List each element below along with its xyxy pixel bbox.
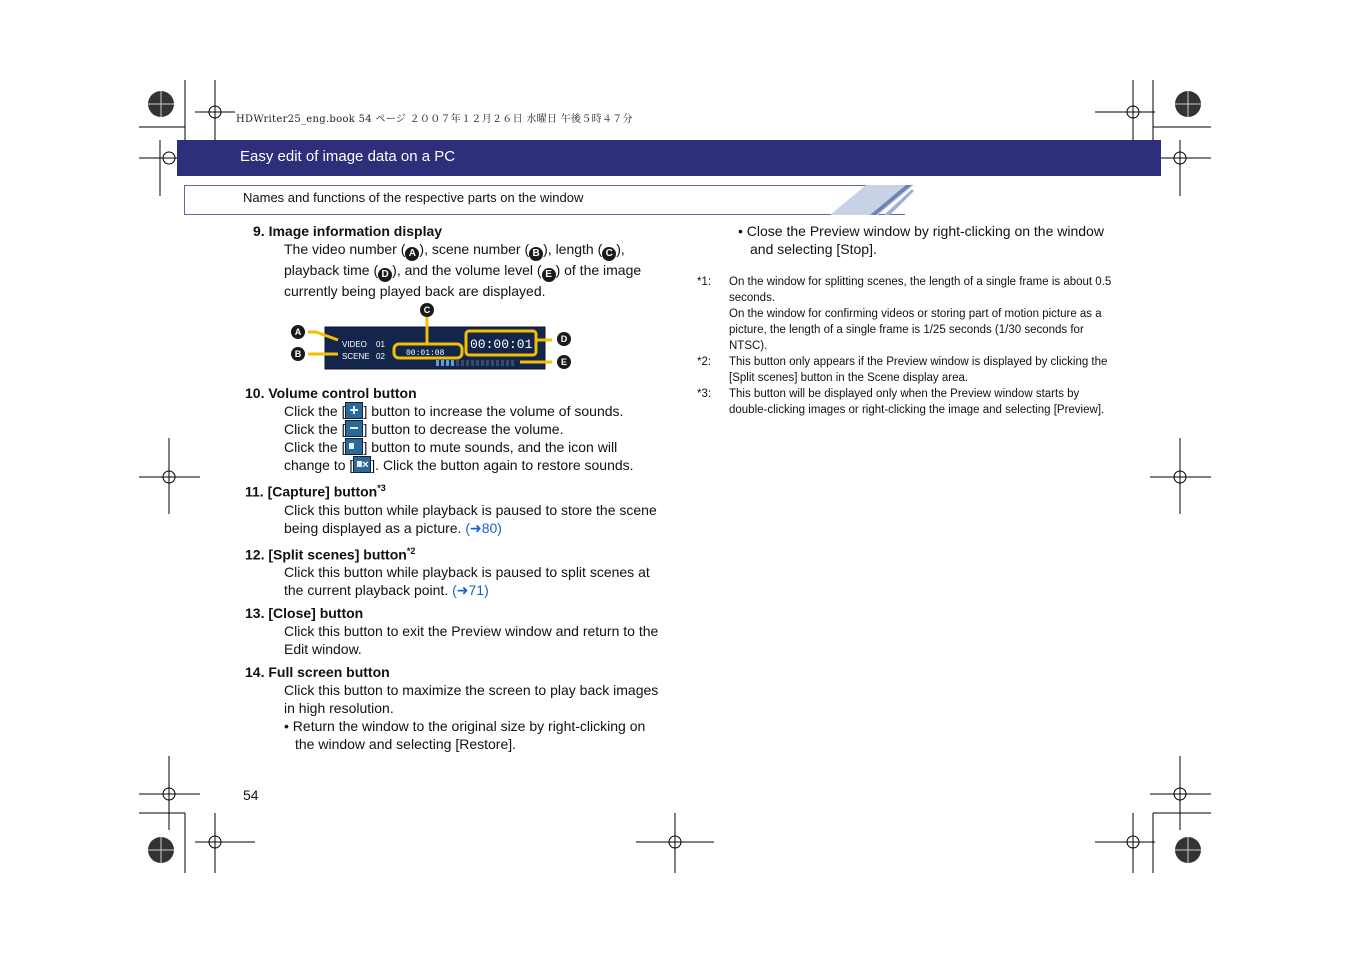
section-body: Click this button to maximize the screen to play back images in high resolution. bbox=[284, 682, 659, 717]
section-body bbox=[284, 402, 665, 474]
section-title: 14. Full screen button bbox=[245, 664, 390, 681]
volume-down-icon bbox=[345, 420, 363, 437]
video-label: VIDEO bbox=[342, 340, 367, 349]
text-run: currently being played back are displayed. bbox=[284, 283, 546, 299]
footnote-mark: *2: bbox=[697, 356, 712, 368]
bullet-item: • Close the Preview window by right-clicking on the window and selecting [Stop]. bbox=[738, 223, 1104, 257]
left-column-lower bbox=[245, 384, 665, 758]
text-run: ]. Click the button again to restore sounds. bbox=[371, 457, 634, 473]
video-value: 01 bbox=[376, 340, 385, 349]
text-run: The video number ( bbox=[284, 241, 406, 257]
text-run: Click this button while playback is paused to split scenes at the current playback point. bbox=[284, 564, 650, 599]
section-body bbox=[284, 501, 665, 537]
playback-time-readout: 00:00:01 bbox=[470, 337, 533, 352]
section-body: Click this button to exit the Preview window and return to the Edit window. bbox=[284, 623, 659, 658]
section-close bbox=[245, 604, 665, 658]
footnote-ref: *3 bbox=[377, 483, 386, 493]
section-body bbox=[284, 563, 665, 599]
section-title: 9. Image information display bbox=[253, 223, 443, 239]
callout-c: C bbox=[423, 305, 431, 315]
callout-b: B bbox=[294, 349, 302, 359]
page-link-71[interactable]: (➜71) bbox=[452, 582, 489, 599]
length-readout: 00:01:08 bbox=[406, 349, 445, 358]
text-run: Click the [ bbox=[284, 439, 346, 455]
subheader-text: Names and functions of the respective parts on the window bbox=[243, 190, 584, 205]
text-run: ] button to decrease the volume. bbox=[363, 421, 564, 437]
text-run: ] button to increase the volume of sounds. bbox=[363, 403, 624, 419]
scene-value: 02 bbox=[376, 352, 385, 361]
section-title bbox=[245, 542, 665, 564]
section-image-info bbox=[253, 222, 665, 300]
footnote-2 bbox=[697, 354, 1117, 386]
muted-speaker-icon bbox=[353, 456, 371, 473]
page-number: 54 bbox=[243, 787, 259, 803]
text-run: ) of the image bbox=[555, 262, 642, 278]
text-run: playback time ( bbox=[284, 262, 379, 278]
footnote-text: This button only appears if the Preview window is displayed by clicking the [Split scenes] button in the Scene display area. bbox=[729, 356, 1108, 384]
footnote-3 bbox=[697, 386, 1117, 418]
footnote-mark: *1: bbox=[697, 276, 712, 288]
book-meta-line: HDWriter25_eng.book 54 ページ ２００７年１２月２６日 水曜日 午後５時４７分 bbox=[236, 114, 633, 125]
page-link-80[interactable]: (➜80) bbox=[465, 519, 502, 536]
section-body bbox=[284, 240, 665, 300]
section-title: 10. Volume control button bbox=[245, 385, 417, 401]
title-text: 11. [Capture] button bbox=[245, 483, 378, 500]
section-volume bbox=[245, 384, 665, 474]
text-run: ), bbox=[616, 241, 625, 257]
text-run: change to [ bbox=[284, 457, 354, 473]
text-run: On the window for confirming videos or storing part of motion picture as a picture, the length of a single frame is 1/25 seconds (1/30 seconds for NTSC). bbox=[729, 308, 1102, 352]
callout-b-badge: B bbox=[529, 247, 543, 261]
image-info-figure bbox=[290, 300, 590, 374]
speaker-icon bbox=[345, 438, 363, 455]
text-run: ), scene number ( bbox=[419, 241, 530, 257]
callout-d-badge: D bbox=[378, 268, 392, 282]
section-title bbox=[245, 479, 665, 501]
left-column bbox=[245, 222, 665, 305]
section-capture bbox=[245, 479, 665, 537]
page-title: Easy edit of image data on a PC bbox=[240, 148, 456, 165]
callout-c-badge: C bbox=[602, 247, 616, 261]
callout-e-badge: E bbox=[542, 268, 556, 282]
footnote-1 bbox=[697, 274, 1117, 354]
callout-e: E bbox=[560, 357, 568, 367]
footnote-ref: *2 bbox=[406, 545, 416, 556]
section-split-scenes bbox=[245, 542, 665, 600]
bullet-item: • Return the window to the original size by right-clicking on the window and selecting [Restore]. bbox=[284, 718, 646, 753]
scene-label: SCENE bbox=[342, 352, 370, 361]
footnote-text bbox=[729, 274, 1117, 354]
text-run: Click this button while playback is paused to store the scene being displayed as a picture. bbox=[284, 501, 657, 536]
section-full-screen bbox=[245, 663, 665, 753]
section-title: 13. [Close] button bbox=[245, 605, 364, 622]
text-run: On the window for splitting scenes, the length of a single frame is about 0.5 seconds. bbox=[729, 276, 1112, 304]
footnote-text: This button will be displayed only when the Preview window starts by double-clicking images or right-clicking the image and selecting [Preview]. bbox=[729, 388, 1105, 416]
callout-d: D bbox=[560, 334, 568, 344]
callout-a-badge: A bbox=[405, 247, 419, 261]
text-run: ), length ( bbox=[543, 241, 603, 257]
right-column bbox=[697, 222, 1117, 418]
text-run: ] button to mute sounds, and the icon will bbox=[363, 439, 618, 455]
volume-up-icon bbox=[345, 402, 363, 419]
footnote-mark: *3: bbox=[697, 388, 712, 400]
text-run: ), and the volume level ( bbox=[392, 262, 542, 278]
title-text: 12. [Split scenes] button bbox=[245, 546, 407, 563]
decorative-stripes bbox=[830, 185, 914, 215]
text-run: Click the [ bbox=[284, 403, 346, 419]
text-run: Click the [ bbox=[284, 421, 346, 437]
callout-a: A bbox=[294, 327, 302, 337]
